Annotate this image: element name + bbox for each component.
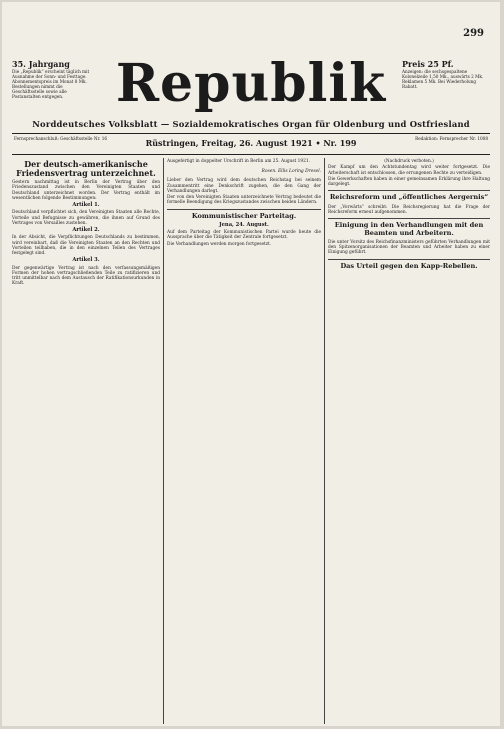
article-divider [328,190,490,191]
article-paragraph: Der gegenwärtige Vertrag ist nach den verfassungsmäßigen Formen der hohen vertragschließenden Teile zu ratifizieren und tritt unmittelbar nach dem Austausch der Ratifikationsurkunden in Kraft. [12,265,160,287]
article-subheading: Artikel 2. [72,227,100,234]
article-heading: Reichsreform und „öffentliches Aergernis“ [329,193,489,202]
issue-dateline: Rüstringen, Freitag, 26. August 1921 • Nr. 199 [145,138,357,148]
article-subheading: Artikel 3. [72,257,100,264]
article-divider [328,259,490,260]
newspaper-page [2,2,500,726]
reprint-note: (Nachdruck verboten.) [384,159,434,164]
article-paragraph: Ausgefertigt in doppelter Urschrift in Berlin am 25. August 1921. [167,159,310,164]
article-heading: Das Urteil gegen den Kapp-Rebellen. [340,261,478,270]
column-2 [167,158,321,724]
article-subheading: Artikel 1. [72,202,100,209]
date-bar [12,133,490,155]
column-1 [12,158,160,724]
article-paragraph: Der „Vorwärts“ schreibt: Die Reichsregierung hat die Frage der Reichsreform erneut aufgenommen. [328,204,490,215]
volume-label: 35. Jahrgang [12,59,70,69]
article-heading: Einigung in den Verhandlungen mit den Beamten und Arbeitern. [334,221,484,237]
phone-info-right: Redaktion: Fernsprecher Nr. 1008 [415,136,488,141]
article-paragraph: In der Absicht, die Verpflichtungen Deutschlands zu bestimmen, wird vereinbart, daß die Vereinigten Staaten an den Rechten und Vorteilen teilhaben, die in den einzelnen Teilen des Vertrages festgelegt sind. [12,235,160,257]
article-paragraph: Der von den Vereinigten Staaten unterzeichnete Vertrag bedeutet die formelle Beendigung des Kriegszustandes zwischen beiden Ländern. [167,195,321,206]
phone-info-left: Fernsprechanschluß: Geschäftsstelle Nr. 16 [14,136,108,141]
ear-right [402,60,488,89]
dateline: Jena, 24. August. [219,221,269,228]
article-paragraph: Der Kampf um den Achtstundentag wird weiter fortgesetzt. Die Arbeiterschaft ist entschlossen, die errungenen Rechte zu verteidigen. [328,165,490,176]
masthead-subtitle: Norddeutsches Volksblatt — Sozialdemokratisches Organ für Oldenburg und Ostfriesland [32,119,470,129]
article-paragraph: Gestern nachmittag ist in Berlin der Vertrag über den Friedenszustand zwischen den Vereinigten Staaten und Deutschland unterzeichnet worden. Der Vertrag enthält im wesentlichen folgende Bestimmungen: [12,180,160,201]
price-label: Preis 25 Pf. [402,59,454,69]
ear-left [12,60,96,100]
masthead-title: Republik [115,53,387,114]
article-paragraph: Deutschland verpflichtet sich, den Vereinigten Staaten alle Rechte, Vorteile und Befugnisse zu gewähren, die ihnen auf Grund des Vertrages von Versailles zustehen. [12,210,160,226]
article-divider [328,218,490,219]
column-3 [328,158,490,724]
article-paragraph: Die Gewerkschaften haben in einer gemeinsamen Erklärung ihre Haltung dargelegt. [328,176,490,187]
article-heading: Kommunistischer Parteitag. [191,211,297,220]
article-paragraph: Lieber den Vertrag wird dem deutschen Reichstag bei seinem Zusammentritt eine Denkschrift zugehen, die den Gang der Verhandlungen darlegt. [167,178,321,194]
signatures: Rosen. Ellis Loring Dresel. [261,168,321,174]
article-paragraph: Auf dem Parteitag der Kommunistischen Partei wurde heute die Aussprache über die Tätigkeit der Zentrale fortgesetzt. [167,230,321,241]
subscription-info: Die „Republik“ erscheint täglich mit Ausnahme der Sonn- und Festtage. Abonnementspreis im Monat 8 Mk. Bestellungen nimmt die Geschäftsstelle sowie alle Postanstalten entgegen. [12,69,90,100]
article-paragraph: Die Verhandlungen werden morgen fortgesetzt. [167,241,272,247]
column-divider [163,158,164,724]
article-divider [167,209,321,210]
article-heading: Der deutsch-amerikanische Friedensvertrag unterzeichnet. [16,159,156,178]
article-paragraph: Die unter Vorsitz des Reichsfinanzministers geführten Verhandlungen mit den Spitzenorganisationen der Beamten und Arbeiter haben zu einer Einigung geführt. [328,239,490,256]
column-divider [324,158,325,724]
page-number: 299 [463,28,484,39]
advertising-info: Anzeigen: die sechsgespaltene Kolonelzeile 1,50 Mk., auswärts 2 Mk. Reklamen 5 Mk. Bei Wiederholung Rabatt. [402,69,484,90]
